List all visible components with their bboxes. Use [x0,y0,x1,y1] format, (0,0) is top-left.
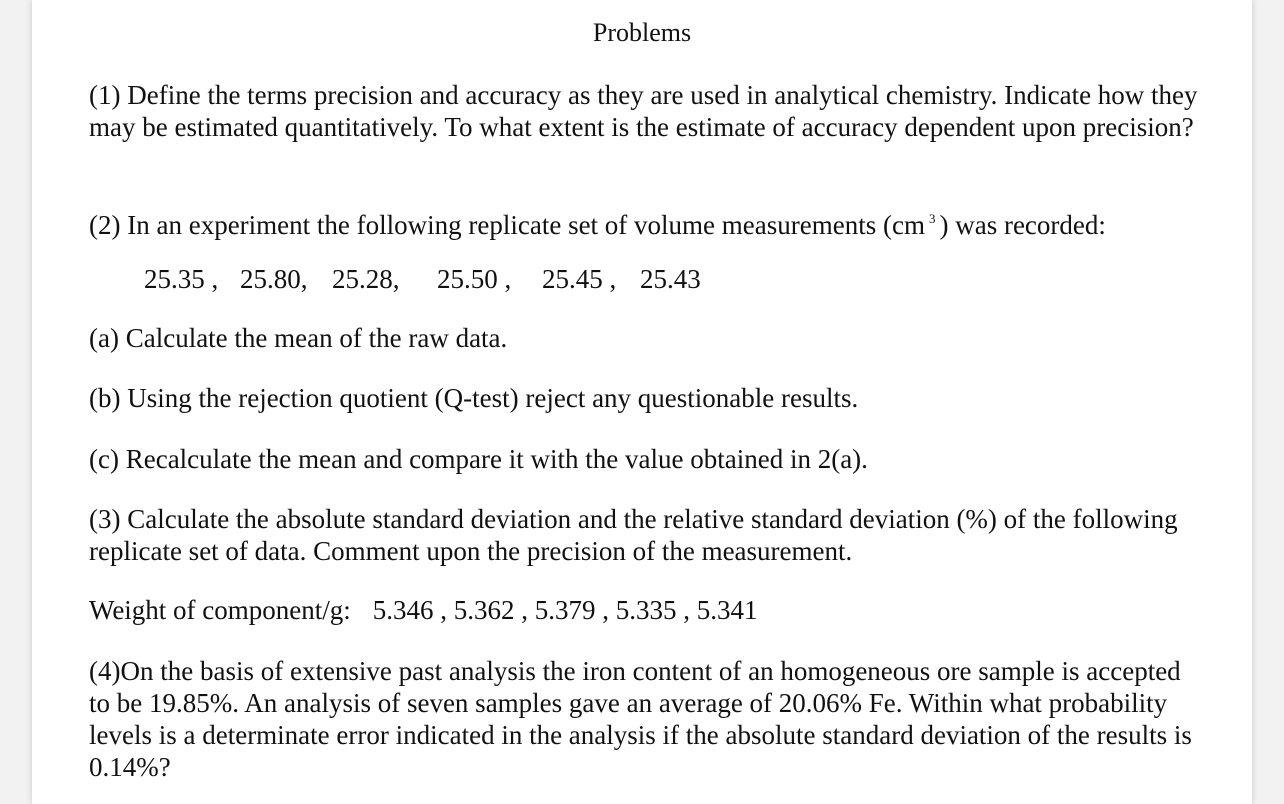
volume-value-6: 25.43 [640,264,701,294]
page-title: Problems [592,18,692,47]
volume-value-3: 25.28, [332,264,400,294]
question-4: (4)On the basis of extensive past analysis the iron content of an homogeneous ore sample is accepted to be 19.85%. An analysis of seven samples gave an average of 20.06% Fe. Within what probability levels is a determinate error indicated in the analysis if the absolute standard deviation of the results is 0.14%? [89,656,1192,782]
question-2c: (c) Recalculate the mean and compare it with the value obtained in 2(a). [89,444,868,474]
document-page [32,0,1252,804]
weights-line [89,594,1199,626]
weights-values: 5.346 , 5.362 , 5.379 , 5.335 , 5.341 [372,595,758,625]
volume-value-2: 25.80, [240,264,308,294]
question-2 [89,203,1199,241]
question-2-prefix: (2) In an experiment the following replicate set of volume measurements (cm [89,210,925,240]
question-1: (1) Define the terms precision and accuracy as they are used in analytical chemistry. Indicate how they may be estimated quantitatively. To what extent is the estimate of accuracy dependent upon precision? [89,80,1198,142]
question-2a: (a) Calculate the mean of the raw data. [89,323,508,353]
volume-values [144,263,701,295]
question-3: (3) Calculate the absolute standard deviation and the relative standard deviation (%) of the following replicate set of data. Comment upon the precision of the measurement. [89,504,1178,566]
weights-label: Weight of component/g: [89,595,351,625]
cubic-superscript: 3 [928,211,936,226]
question-2-suffix: ) was recorded: [939,210,1106,240]
volume-value-4: 25.50 , [437,264,512,294]
volume-value-1: 25.35 , [144,264,219,294]
volume-value-5: 25.45 , [542,264,617,294]
question-2b: (b) Using the rejection quotient (Q-test) reject any questionable results. [89,383,859,413]
